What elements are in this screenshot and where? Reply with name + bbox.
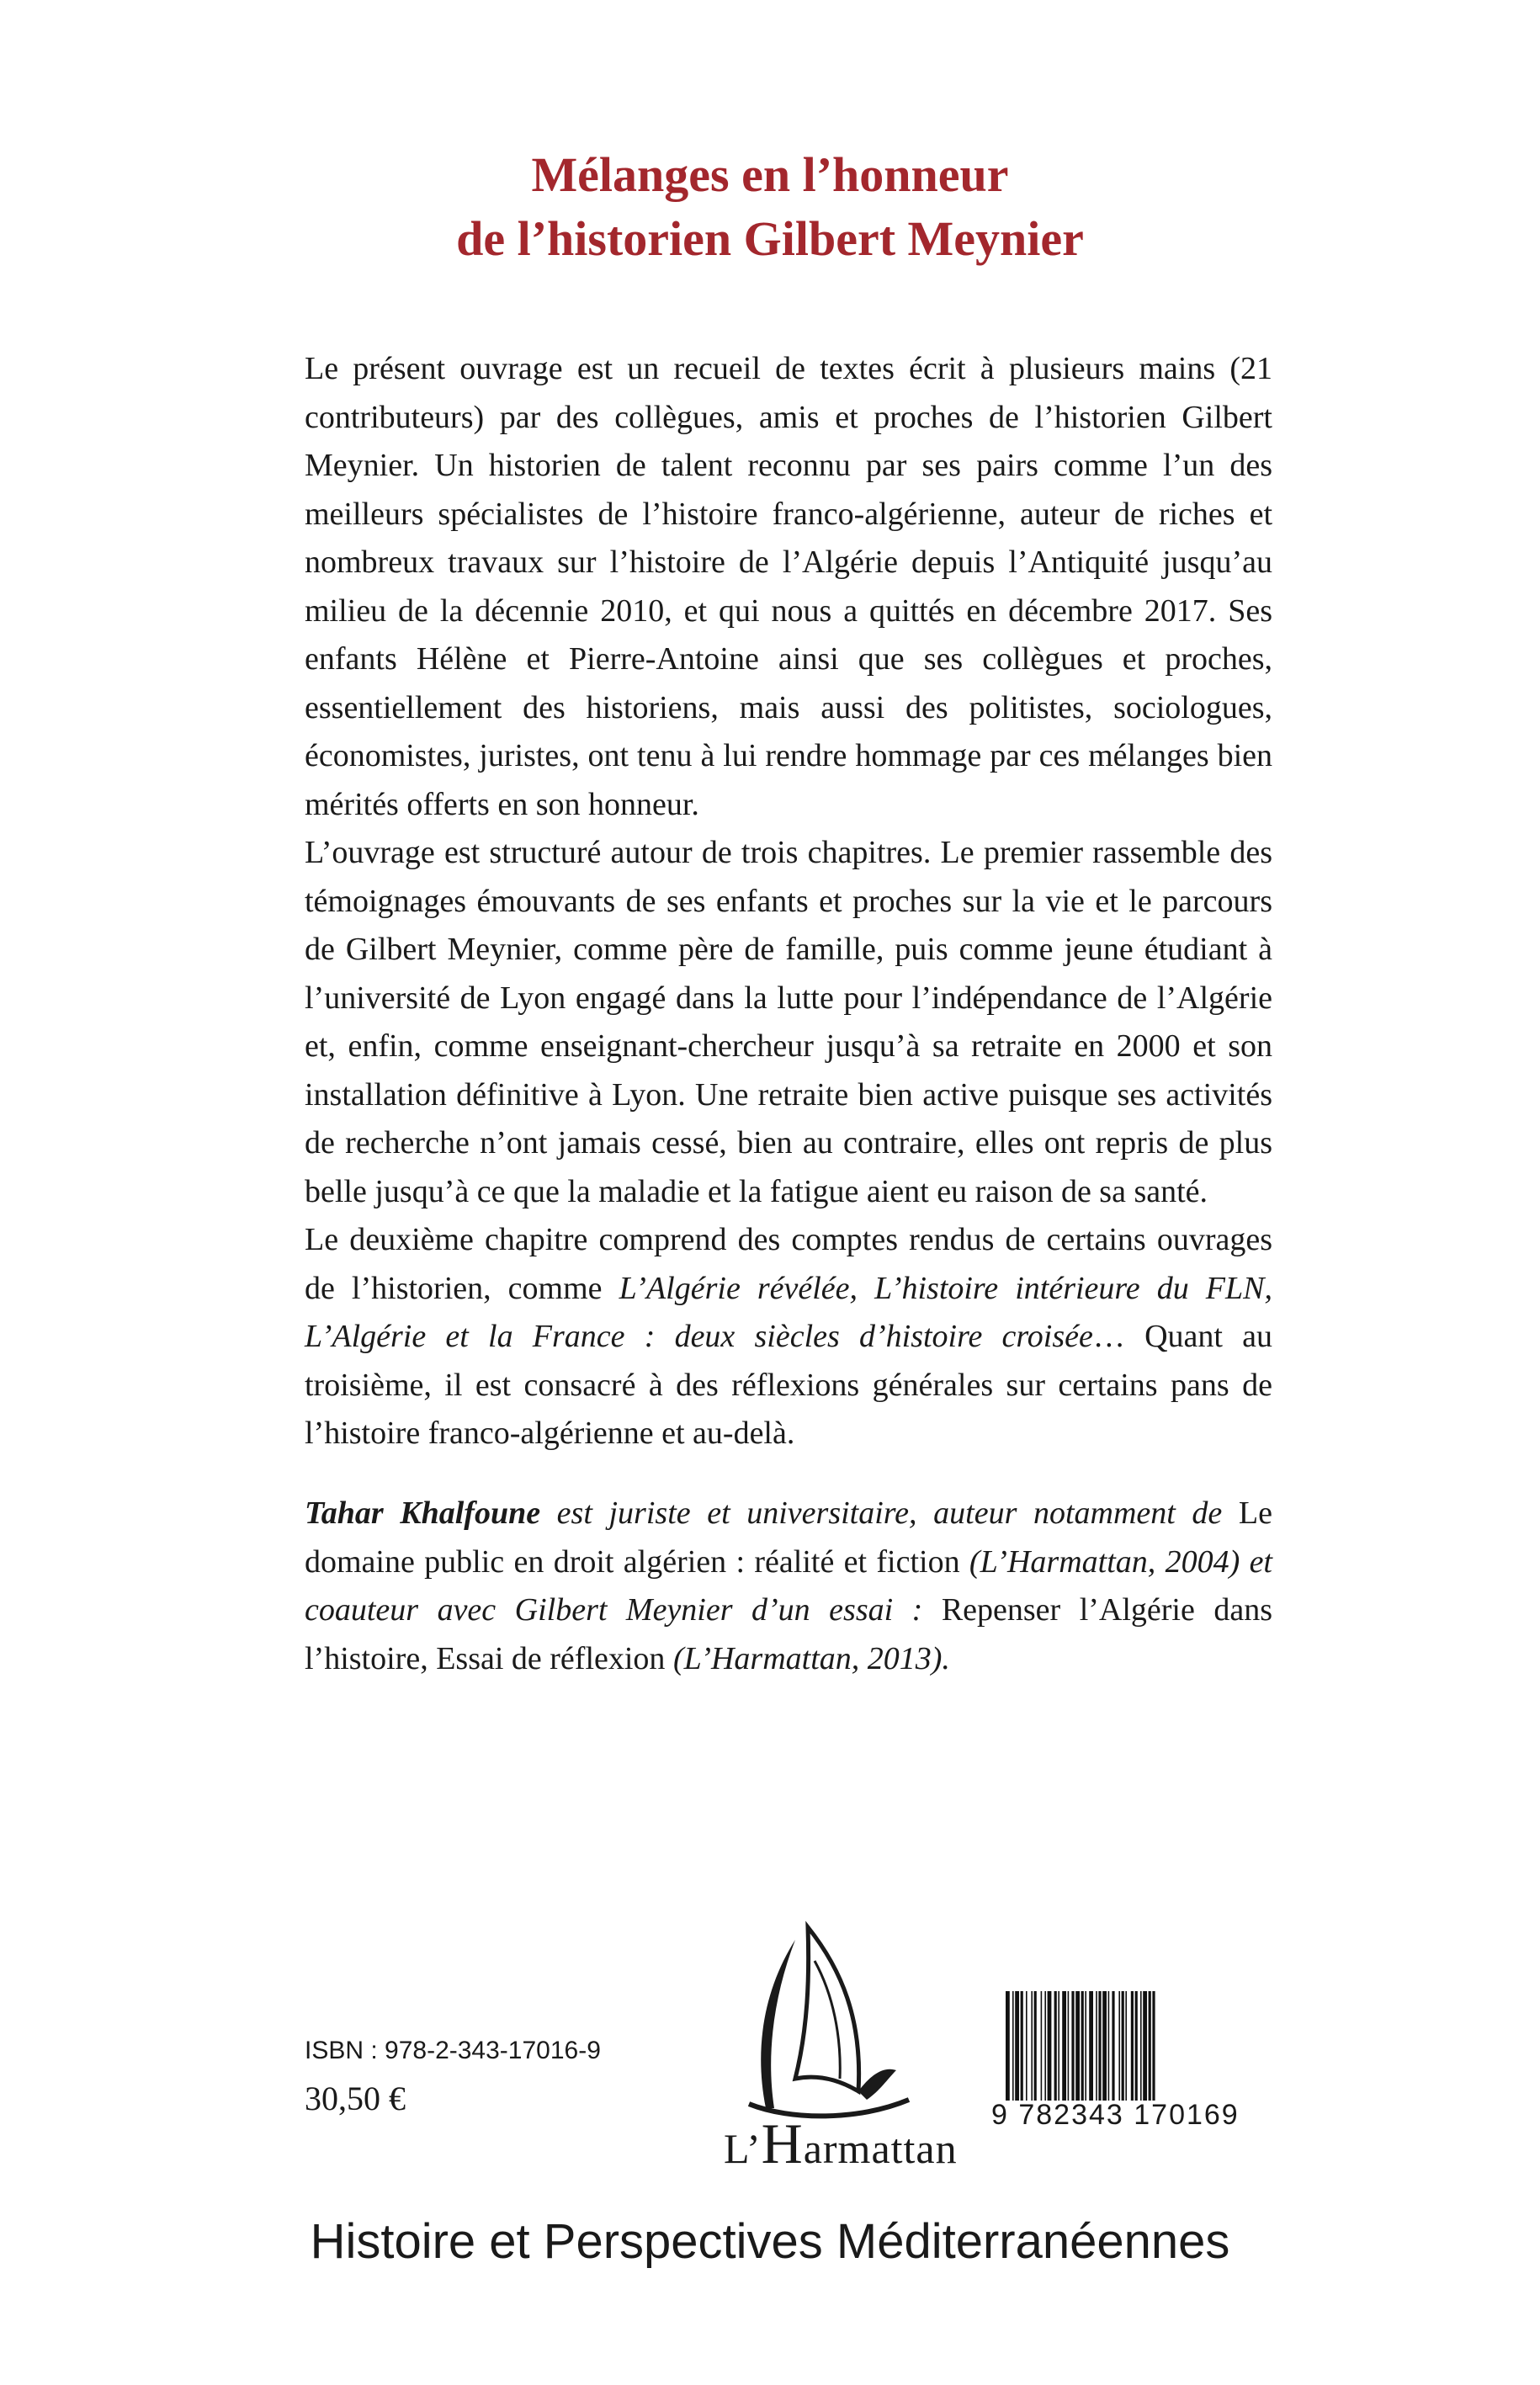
summary-paragraph-2: L’ouvrage est structuré autour de trois chapitres. Le premier rassemble des témoignages émouvants de ses enfants et proches sur la vie et le parcours de Gilbert Meynier, comme père de famille, puis comme jeune étudiant à l’université de Lyon engagé dans la lutte pour l’indépendance de l’Algérie et, enfin, comme enseignant-chercheur jusqu’à sa retraite en 2000 et son installation définitive à Lyon. Une retraite bien active puisque ses activités de recherche n’ont jamais cessé, bien au contraire, elles ont repris de plus belle jusqu’à ce que la maladie et la fatigue aient eu raison de sa santé. [305,835,1272,1209]
summary-p3-works: L’Algérie révélée, L’histoire intérieure du FLN, L’Algérie et la France : deux siècles d’histoire croisée [305,1270,1272,1354]
bio-book-1: Le domaine public en droit algérien : réalité et fiction [305,1495,1272,1580]
publisher-initial: H [761,2111,804,2175]
title-line-2: de l’historien Gilbert Meynier [456,211,1084,266]
summary-p3-start: Le deuxième chapitre comprend des comptes rendus de certains ouvrages de l’historien, comme [305,1222,1272,1306]
bio-book-2: Repenser l’Algérie dans l’histoire, Essai de réflexion [305,1592,1272,1676]
publisher-name [724,2111,958,2177]
summary-text [305,345,1272,1458]
bio-text-3: (L’Harmattan, 2013). [665,1640,950,1676]
barcode-icon [1006,1991,1262,2101]
publisher-sailboat-logo-icon [715,1910,968,2138]
bio-text-1: est juriste et universitaire, auteur notamment de [540,1495,1223,1531]
author-bio [305,1490,1272,1683]
price: 30,50 € [305,2080,406,2117]
author-name: Tahar Khalfoune [305,1495,541,1531]
collection-name: Histoire et Perspectives Méditerranéennes [310,2214,1230,2269]
publisher-rest: armattan [803,2125,958,2172]
book-title [0,143,1540,271]
summary-paragraph-3 [305,1216,1272,1458]
title-line-1: Mélanges en l’honneur [531,147,1009,202]
publisher-prefix: L’ [724,2125,762,2172]
summary-paragraph-1: Le présent ouvrage est un recueil de textes écrit à plusieurs mains (21 contributeurs) par des collègues, amis et proches de l’historien Gilbert Meynier. Un historien de talent reconnu par ses pairs comme l’un des meilleurs spécialistes de l’histoire franco-algérienne, auteur de riches et nombreux travaux sur l’histoire de l’Algérie depuis l’Antiquité jusqu’au milieu de la décennie 2010, et qui nous a quittés en décembre 2017. Ses enfants Hélène et Pierre-Antoine ainsi que ses collègues et proches, essentiellement des historiens, mais aussi des politistes, sociologues, économistes, juristes, ont tenu à lui rendre hommage par ces mélanges bien mérités offerts en son honneur. [305,351,1272,822]
bio-text-2: (L’Harmattan, 2004) et coauteur avec Gilbert Meynier d’un essai : [305,1543,1272,1628]
summary-p3-end: … Quant au troisième, il est consacré à des réflexions générales sur certains pans de l’histoire franco-algérienne et au-delà. [305,1319,1272,1451]
barcode-number: 9 782343 170169 [991,2099,1240,2131]
isbn: ISBN : 978-2-343-17016-9 [305,2037,601,2064]
author-bio-paragraph [305,1490,1272,1683]
